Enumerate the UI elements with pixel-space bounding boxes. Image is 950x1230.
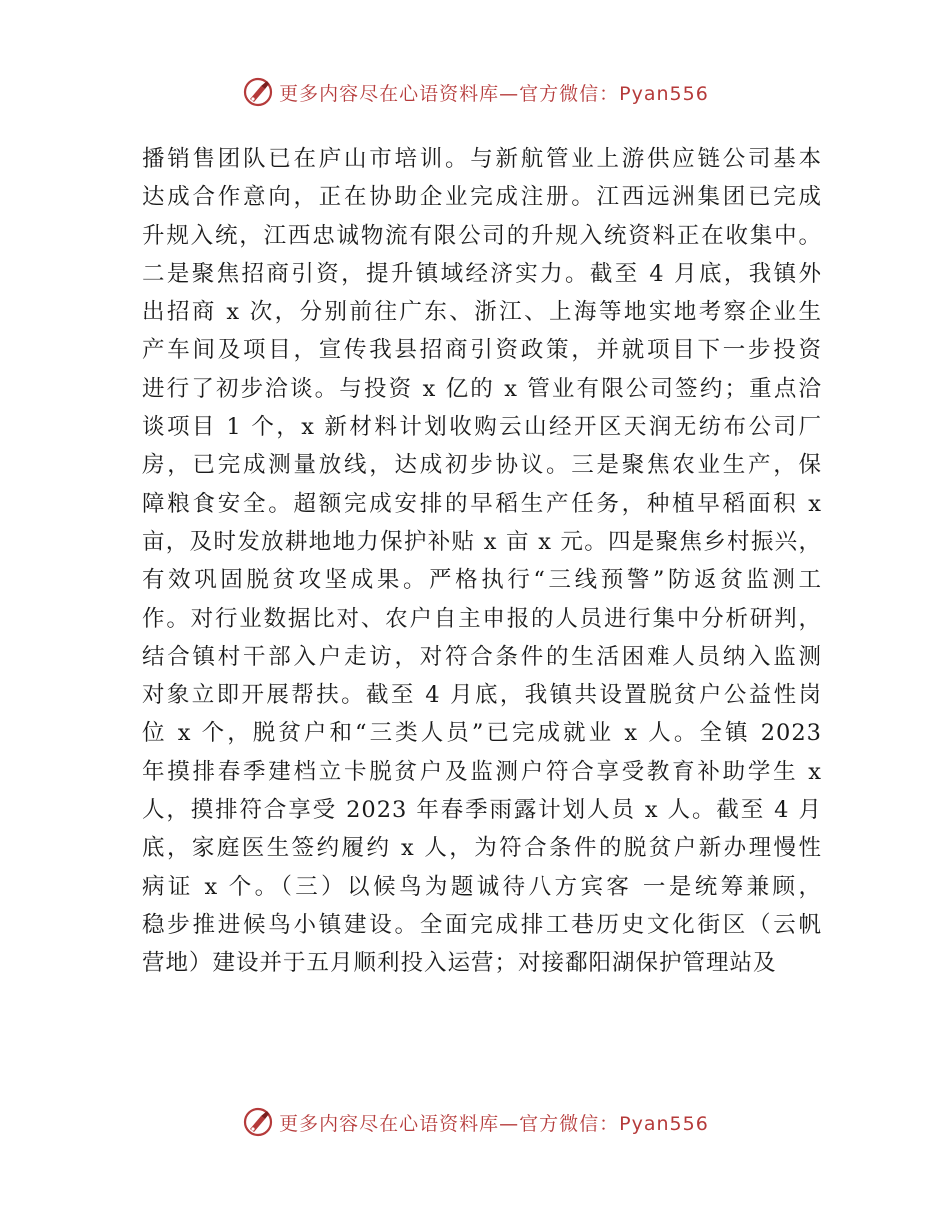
body-text-line: 稳步推进候鸟小镇建设。全面完成排工巷历史文化街区（云帆: [142, 911, 822, 938]
body-text-line: 人，摸排符合享受 2023 年春季雨露计划人员 x 人。截至 4 月: [142, 797, 822, 824]
body-text-line: 谈项目 1 个，x 新材料计划收购云山经开区天润无纺布公司厂: [142, 414, 822, 441]
body-text-line: 作。对行业数据比对、农户自主申报的人员进行集中分析研判，: [142, 605, 822, 632]
body-text-line: 底，家庭医生签约履约 x 人，为符合条件的脱贫户新办理慢性: [142, 835, 822, 862]
body-text-line: 二是聚焦招商引资，提升镇域经济实力。截至 4 月底，我镇外: [142, 260, 822, 287]
document-body: [142, 140, 822, 983]
body-text-line: 房，已完成测量放线，达成初步协议。三是聚焦农业生产，保: [142, 452, 822, 479]
body-text-line: 结合镇村干部入户走访，对符合条件的生活困难人员纳入监测: [142, 643, 822, 670]
pen-nib-logo-icon: [241, 1105, 275, 1139]
body-text-line: 障粮食安全。超额完成安排的早稻生产任务，种植早稻面积 x: [142, 490, 822, 517]
body-text-line: 对象立即开展帮扶。截至 4 月底，我镇共设置脱贫户公益性岗: [142, 682, 822, 709]
body-text-line: 亩，及时发放耕地地力保护补贴 x 亩 x 元。四是聚焦乡村振兴，: [142, 528, 822, 555]
body-text-line: 播销售团队已在庐山市培训。与新航管业上游供应链公司基本: [142, 146, 822, 172]
header-banner: [0, 70, 950, 114]
body-text-line: 产车间及项目，宣传我县招商引资政策，并就项目下一步投资: [142, 337, 822, 364]
footer-banner: [0, 1100, 950, 1144]
body-text-line: 病证 x 个。（三）以候鸟为题诚待八方宾客 一是统筹兼顾，: [142, 873, 822, 900]
body-text-line: 进行了初步洽谈。与投资 x 亿的 x 管业有限公司签约；重点洽: [142, 375, 822, 402]
footer-banner-text: 更多内容尽在心语资料库—官方微信：Pyan556: [279, 1112, 709, 1135]
pen-nib-logo-icon: [241, 75, 275, 109]
body-text-line: 达成合作意向，正在协助企业完成注册。江西远洲集团已完成: [142, 184, 822, 211]
body-text-line: 位 x 个，脱贫户和“三类人员”已完成就业 x 人。全镇 2023: [142, 720, 822, 747]
body-text-line: 年摸排春季建档立卡脱贫户及监测户符合享受教育补助学生 x: [142, 758, 822, 785]
body-text-line: 升规入统，江西忠诚物流有限公司的升规入统资料正在收集中。: [142, 222, 822, 249]
body-text-line: 出招商 x 次，分别前往广东、浙江、上海等地实地考察企业生: [142, 299, 822, 326]
header-banner-text: 更多内容尽在心语资料库—官方微信：Pyan556: [279, 82, 709, 105]
body-text-line: 有效巩固脱贫攻坚成果。严格执行“三线预警”防返贫监测工: [142, 567, 822, 594]
body-text-line: 营地）建设并于五月顺利投入运营；对接鄱阳湖保护管理站及: [142, 950, 777, 977]
